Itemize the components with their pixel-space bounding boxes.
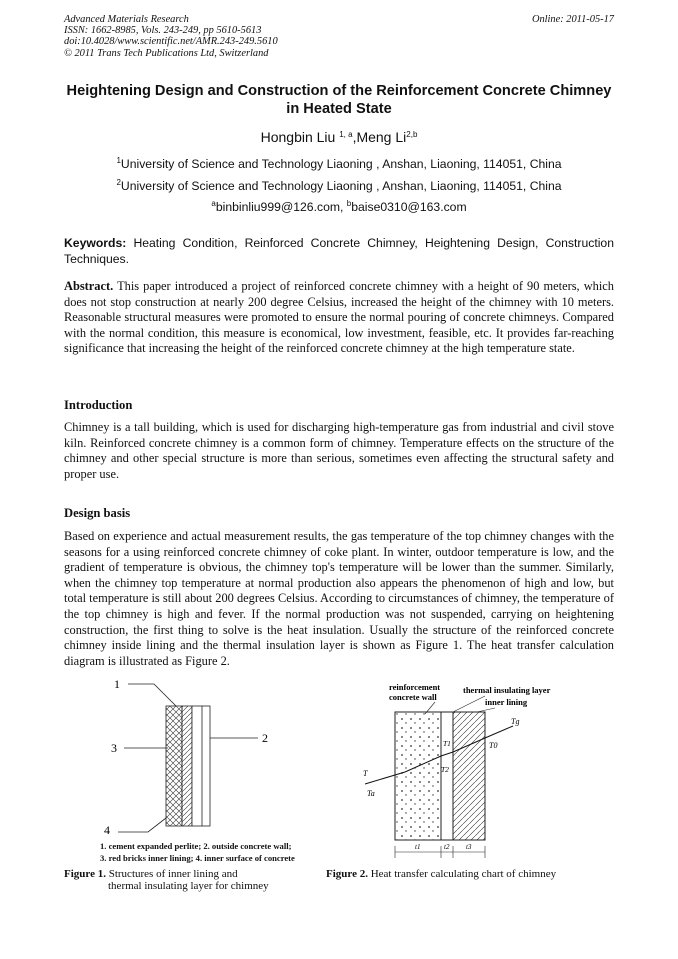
fig2-temp-t1: T1 xyxy=(443,739,451,748)
figure-2-caption-label: Figure 2. xyxy=(326,868,368,880)
online-date: Online: 2011-05-17 xyxy=(531,14,614,25)
fig2-concrete-wall xyxy=(395,712,441,840)
email-b-sup: b xyxy=(346,199,352,208)
fig1-brick-lining xyxy=(166,706,182,826)
fig1-legend-line2: 3. red bricks inner lining; 4. inner surface of concrete xyxy=(100,853,295,863)
doi: doi:10.4028/www.scientific.net/AMR.243-249.5610 xyxy=(64,36,278,48)
affiliation-1 xyxy=(64,157,614,171)
keywords-label: Keywords: xyxy=(64,236,127,250)
author-1-sup: 1, a xyxy=(339,130,353,139)
email-b[interactable]: baise0310@163.com xyxy=(351,200,467,214)
issn: ISSN: 1662-8985, Vols. 243-249, pp 5610-5613 xyxy=(64,25,262,37)
fig2-temp-t: T xyxy=(363,769,368,778)
design-basis-text: Based on experience and actual measurement results, the gas temperature of the top chimney changes with the seasons for a using reinforced concrete chimney of coke plant. In winter, outdoor temperature is low, and the gradient of temperature is obvious, the chimney top's temperature will be lower than the summer. Similarly, when the chimney top temperature at normal production also appears the phenomenon of high and low, but total temperature is still about 200 degrees Celsius. According to circumstances of chimney, the temperature of the top chimney is high and fever. If the normal production was not suspended, carrying on heightening construction, the first thing to solve is the heat insulation. Usually the structure of the reinforced concrete chimney inside lining and the thermal insulation layer is shown as Figure 1. The heat transfer calculation diagram is illustrated as Figure 2. xyxy=(64,529,614,668)
figure-2-caption-text: Heat transfer calculating chart of chimney xyxy=(367,868,557,880)
fig1-label-3: 3 xyxy=(111,741,117,755)
fig2-temp-t2: T2 xyxy=(441,765,449,774)
email-a[interactable]: binbinliu999@126.com, xyxy=(215,200,347,214)
keywords-text: Heating Condition, Reinforced Concrete Chimney, Heightening Design, Construction Techniques. xyxy=(64,236,614,266)
figure-1-caption-label: Figure 1. xyxy=(64,868,106,880)
fig1-leader-4 xyxy=(118,818,166,832)
author-2: ,Meng Li xyxy=(352,129,407,145)
affiliation-2-sup: 2 xyxy=(116,178,121,187)
fig2-temp-ta: Ta xyxy=(367,789,375,798)
fig2-wall-label-1: reinforcement xyxy=(389,682,441,692)
fig2-dim-t1: t1 xyxy=(415,843,421,851)
fig1-label-2: 2 xyxy=(262,731,268,745)
fig1-label-1: 1 xyxy=(114,677,120,691)
keywords xyxy=(64,236,614,267)
figure-1-caption-line2: thermal insulating layer for chimney xyxy=(108,880,269,893)
fig2-wall-label-2: concrete wall xyxy=(389,692,437,702)
introduction-text: Chimney is a tall building, which is used for discharging high-temperature gas from industrial and civil stove kiln. Reinforced concrete chimney is a common form of chimney. Temperature effects on the structure of the chimney and other special structure is more than serious, sometimes even affecting the structural safety and proper use. xyxy=(64,420,614,481)
copyright: © 2011 Trans Tech Publications Ltd, Switzerland xyxy=(64,47,269,59)
fig2-lining-label: inner lining xyxy=(485,697,528,707)
paper-title: Heightening Design and Construction of the Reinforcement Concrete Chimney in Heated State xyxy=(66,83,612,117)
figure-2-caption xyxy=(326,868,556,880)
author-line xyxy=(64,129,614,145)
abstract-text: This paper introduced a project of reinforced concrete chimney with a height of 90 meters, which does not stop construction at nearly 200 degree Celsius, increased the height of the chimney with 10 meters. Reasonable structural measures were promoted to ensure the normal pouring of concrete chimneys. Compared with the normal condition, this measure is economical, low investment, feasible, etc. It provides far-reaching significance that increasing the height of the reinforced concrete chimney at the high temperature state. xyxy=(64,279,614,356)
journal-header xyxy=(64,14,278,59)
figure-1-caption-line1: Structures of inner lining and xyxy=(105,868,238,880)
affiliation-2 xyxy=(64,179,614,193)
fig1-legend-line1: 1. cement expanded perlite; 2. outside concrete wall; xyxy=(100,841,292,851)
fig2-temp-t0: T0 xyxy=(489,741,498,750)
fig2-insulation-gap xyxy=(441,712,453,840)
journal-name: Advanced Materials Research xyxy=(64,14,189,25)
fig2-inner-lining xyxy=(453,712,485,840)
affiliation-2-text: University of Science and Technology Liaoning , Anshan, Liaoning, 114051, China xyxy=(120,179,562,193)
fig2-insulation-label: thermal insulating layer xyxy=(463,685,551,695)
fig1-label-4: 4 xyxy=(104,823,110,837)
fig2-dim-t2: t2 xyxy=(444,843,450,851)
fig1-concrete-wall xyxy=(192,706,210,826)
author-1: Hongbin Liu xyxy=(260,129,336,145)
abstract xyxy=(64,279,614,357)
affiliation-1-sup: 1 xyxy=(116,156,121,165)
author-2-sup: 2,b xyxy=(406,130,418,139)
figure-1-caption xyxy=(64,868,269,893)
abstract-label: Abstract. xyxy=(64,279,114,293)
introduction-heading: Introduction xyxy=(64,398,133,412)
fig1-leader-1 xyxy=(128,684,176,706)
affiliation-1-text: University of Science and Technology Liaoning , Anshan, Liaoning, 114051, China xyxy=(120,157,562,171)
fig2-temp-tg: Tg xyxy=(511,717,520,726)
fig2-dim-t3: t3 xyxy=(466,843,472,851)
design-basis-heading: Design basis xyxy=(64,506,131,520)
author-emails xyxy=(64,200,614,214)
fig1-perlite-layer xyxy=(182,706,192,826)
email-a-sup: a xyxy=(211,199,216,208)
figure-1-diagram xyxy=(98,676,308,866)
figure-2-diagram xyxy=(355,680,575,865)
